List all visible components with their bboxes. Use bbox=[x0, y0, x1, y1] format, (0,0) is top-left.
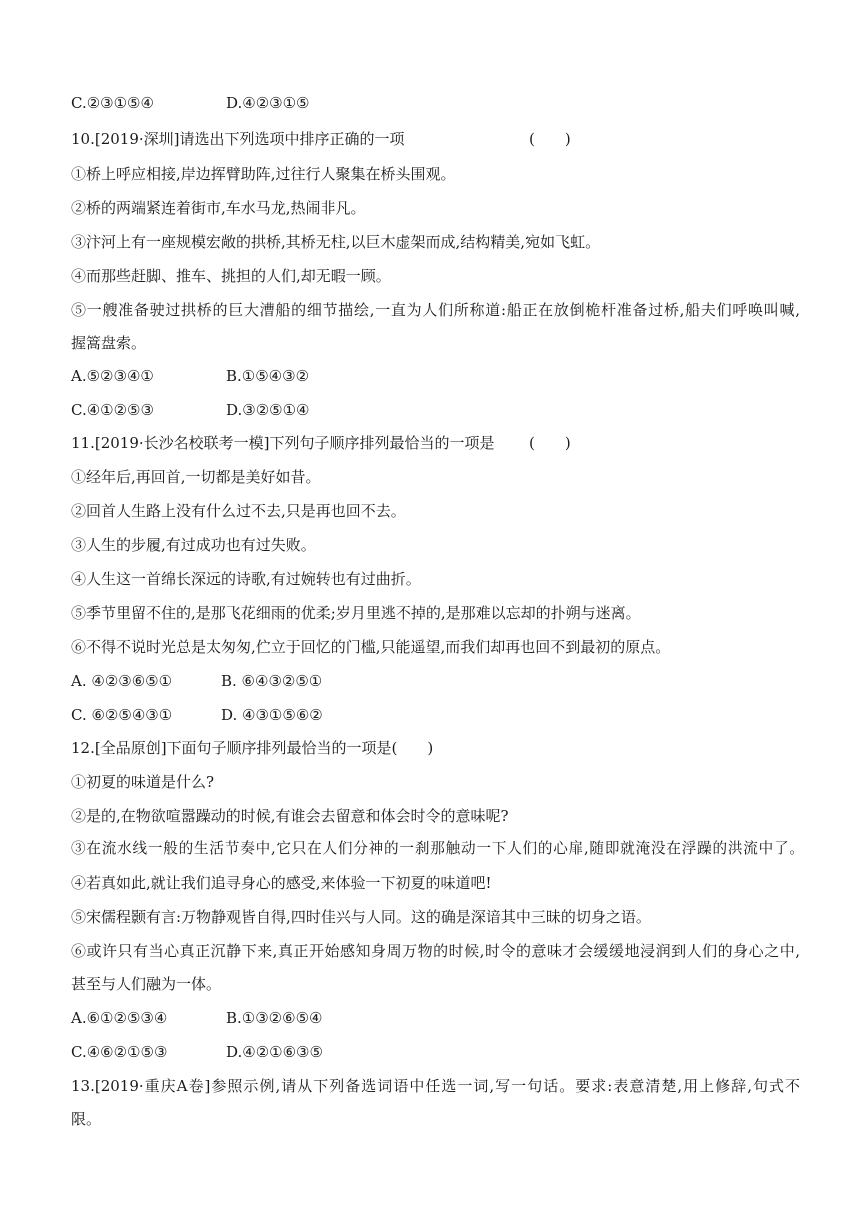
option-d: D.③②⑤①④ bbox=[226, 401, 310, 419]
q11-options-row-2 bbox=[71, 705, 800, 725]
question-13-stem: 13.[2019·重庆A卷]参照示例,请从下列备选词语中任选一词,写一句话。要求:表意清楚,用上修辞,句式不 bbox=[71, 1077, 800, 1095]
option-d: D.④②③①⑤ bbox=[226, 94, 310, 112]
option-c: C. ⑥②⑤④③① bbox=[71, 706, 173, 724]
q11-options-row-1 bbox=[71, 671, 800, 691]
q12-item-1: ①初夏的味道是什么? bbox=[71, 773, 215, 791]
question-11-stem bbox=[71, 433, 800, 453]
option-b: B. ⑥④③②⑤① bbox=[221, 672, 323, 690]
answer-paren: ( ) bbox=[529, 434, 571, 452]
q12-item-6: ⑥或许只有当心真正沉静下来,真正开始感知身周万物的时候,时令的意味才会缓缓地浸润到人们的身心之中, bbox=[71, 942, 800, 960]
q12-item-6-cont: 甚至与人们融为一体。 bbox=[71, 975, 222, 993]
q11-item-1: ①经年后,再回首,一切都是美好如昔。 bbox=[71, 468, 321, 486]
q10-item-4: ④而那些赶脚、推车、挑担的人们,却无暇一顾。 bbox=[71, 267, 391, 285]
option-a: A.⑥①②⑤③④ bbox=[71, 1009, 168, 1027]
option-a: A. ④②③⑥⑤① bbox=[71, 672, 173, 690]
q12-options-row-1 bbox=[71, 1008, 800, 1028]
q10-item-5-cont: 握篙盘索。 bbox=[71, 334, 147, 352]
q10-item-5: ⑤一艘准备驶过拱桥的巨大漕船的细节描绘,一直为人们所称道:船正在放倒桅杆准备过桥,船夫们呼唤叫喊, bbox=[71, 301, 800, 319]
q12-item-4: ④若真如此,就让我们追寻身心的感受,来体验一下初夏的味道吧! bbox=[71, 874, 492, 892]
question-stem-text: 10.[2019·深圳]请选出下列选项中排序正确的一项 bbox=[71, 130, 405, 148]
q10-options-row-1 bbox=[71, 366, 800, 386]
q10-item-3: ③汴河上有一座规模宏敞的拱桥,其桥无柱,以巨木虚架而成,结构精美,宛如飞虹。 bbox=[71, 233, 601, 251]
q10-options-row-2 bbox=[71, 400, 800, 420]
option-d: D. ④③①⑤⑥② bbox=[221, 706, 323, 724]
q12-item-2: ②是的,在物欲喧嚣躁动的时候,有谁会去留意和体会时令的意味呢? bbox=[71, 807, 509, 825]
q11-item-4: ④人生这一首绵长深远的诗歌,有过婉转也有过曲折。 bbox=[71, 570, 421, 588]
option-c: C.④①②⑤③ bbox=[71, 401, 154, 419]
q11-item-2: ②回首人生路上没有什么过不去,只是再也回不去。 bbox=[71, 502, 406, 520]
q12-options-row-2 bbox=[71, 1042, 800, 1062]
option-c: C.④⑥②①⑤③ bbox=[71, 1043, 168, 1061]
q11-item-5: ⑤季节里留不住的,是那飞花细雨的优柔;岁月里逃不掉的,是那难以忘却的扑朔与迷离。 bbox=[71, 604, 641, 622]
question-12-stem: 12.[全品原创]下面句子顺序排列最恰当的一项是( ) bbox=[71, 739, 434, 757]
q11-item-6: ⑥不得不说时光总是太匆匆,伫立于回忆的门槛,只能遥望,而我们却再也回不到最初的原点。 bbox=[71, 638, 671, 656]
q12-item-3: ③在流水线一般的生活节奏中,它只在人们分神的一刹那触动一下人们的心扉,随即就淹没在浮躁的洪流中了。 bbox=[71, 840, 804, 857]
q12-item-5: ⑤宋儒程颢有言:万物静观皆自得,四时佳兴与人同。这的确是深谙其中三昧的切身之语。 bbox=[71, 908, 651, 926]
question-stem-text: 11.[2019·长沙名校联考一模]下列句子顺序排列最恰当的一项是 bbox=[71, 434, 495, 452]
option-b: B.①③②⑥⑤④ bbox=[226, 1009, 323, 1027]
q10-item-2: ②桥的两端紧连着街市,车水马龙,热闹非凡。 bbox=[71, 199, 366, 217]
q11-item-3: ③人生的步履,有过成功也有过失败。 bbox=[71, 536, 316, 554]
answer-paren: ( ) bbox=[529, 130, 571, 148]
option-d: D.④②①⑥③⑤ bbox=[226, 1043, 323, 1061]
option-c: C.②③①⑤④ bbox=[71, 94, 154, 112]
q10-item-1: ①桥上呼应相接,岸边挥臂助阵,过往行人聚集在桥头围观。 bbox=[71, 165, 456, 183]
options-row bbox=[71, 93, 800, 113]
option-a: A.⑤②③④① bbox=[71, 367, 154, 385]
question-13-stem-cont: 限。 bbox=[71, 1110, 102, 1128]
question-10-stem bbox=[71, 129, 800, 149]
option-b: B.①⑤④③② bbox=[226, 367, 310, 385]
